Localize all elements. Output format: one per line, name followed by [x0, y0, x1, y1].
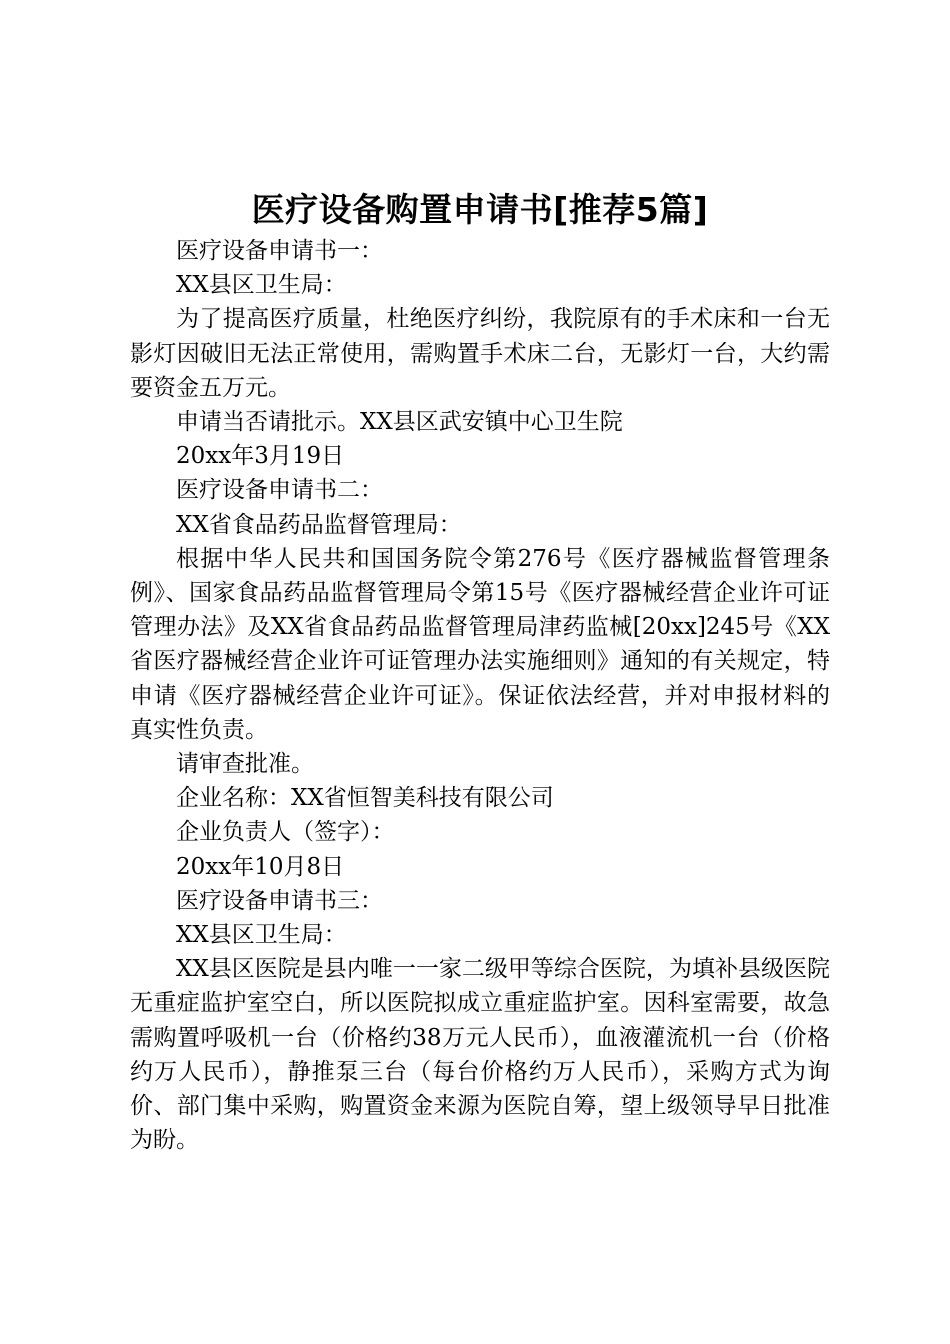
- addressee-3: XX县区卫生局：: [176, 922, 347, 949]
- body-paragraph-3: XX县区医院是县内唯一一家二级甲等综合医院，为填补县级医院无重症监护室空白，所以医院拟成立重症监护室。因科室需要，故急需购置呼吸机一台（价格约38万元人民币），血液灌流机一台（价格约万人民币），静推泵三台（每台价格约万人民币），采购方式为询价、部门集中采购，购置资金来源为医院自筹，望上级领导早日批准为盼。: [130, 956, 830, 1154]
- closing-signature-1: 申请当否请批示。XX县区武安镇中心卫生院: [176, 409, 623, 436]
- addressee-1: XX县区卫生局：: [176, 272, 347, 299]
- section-heading-2: 医疗设备申请书二：: [176, 477, 383, 504]
- body-paragraph-2: 根据中华人民共和国国务院令第276号《医疗器械监督管理条例》、国家食品药品监督管理局令第15号《医疗器械经营企业许可证管理办法》及XX省食品药品监督管理局津药监械[20xx]245号《XX省医疗器械经营企业许可证管理办法实施细则》通知的有关规定，特申请《医疗器械经营企业许可证》。保证依法经营，并对申报材料的真实性负责。: [130, 545, 830, 743]
- addressee-2: XX省食品药品监督管理局：: [176, 511, 462, 538]
- document-title: 医疗设备购置申请书[推荐5篇]: [251, 190, 709, 229]
- date-2: 20xx年10月8日: [176, 853, 345, 880]
- company-name-line: 企业名称：XX省恒智美科技有限公司: [176, 785, 554, 812]
- body-paragraph-1: 为了提高医疗质量，杜绝医疗纠纷，我院原有的手术床和一台无影灯因破旧无法正常使用，需购置手术床二台，无影灯一台，大约需要资金五万元。: [130, 306, 830, 401]
- signatory-line: 企业负责人（签字）：: [176, 819, 395, 846]
- request-line-2: 请审查批准。: [176, 751, 314, 778]
- date-1: 20xx年3月19日: [176, 443, 345, 470]
- section-heading-3: 医疗设备申请书三：: [176, 887, 383, 914]
- document-page: [130, 188, 830, 1157]
- section-heading-1: 医疗设备申请书一：: [176, 238, 383, 264]
